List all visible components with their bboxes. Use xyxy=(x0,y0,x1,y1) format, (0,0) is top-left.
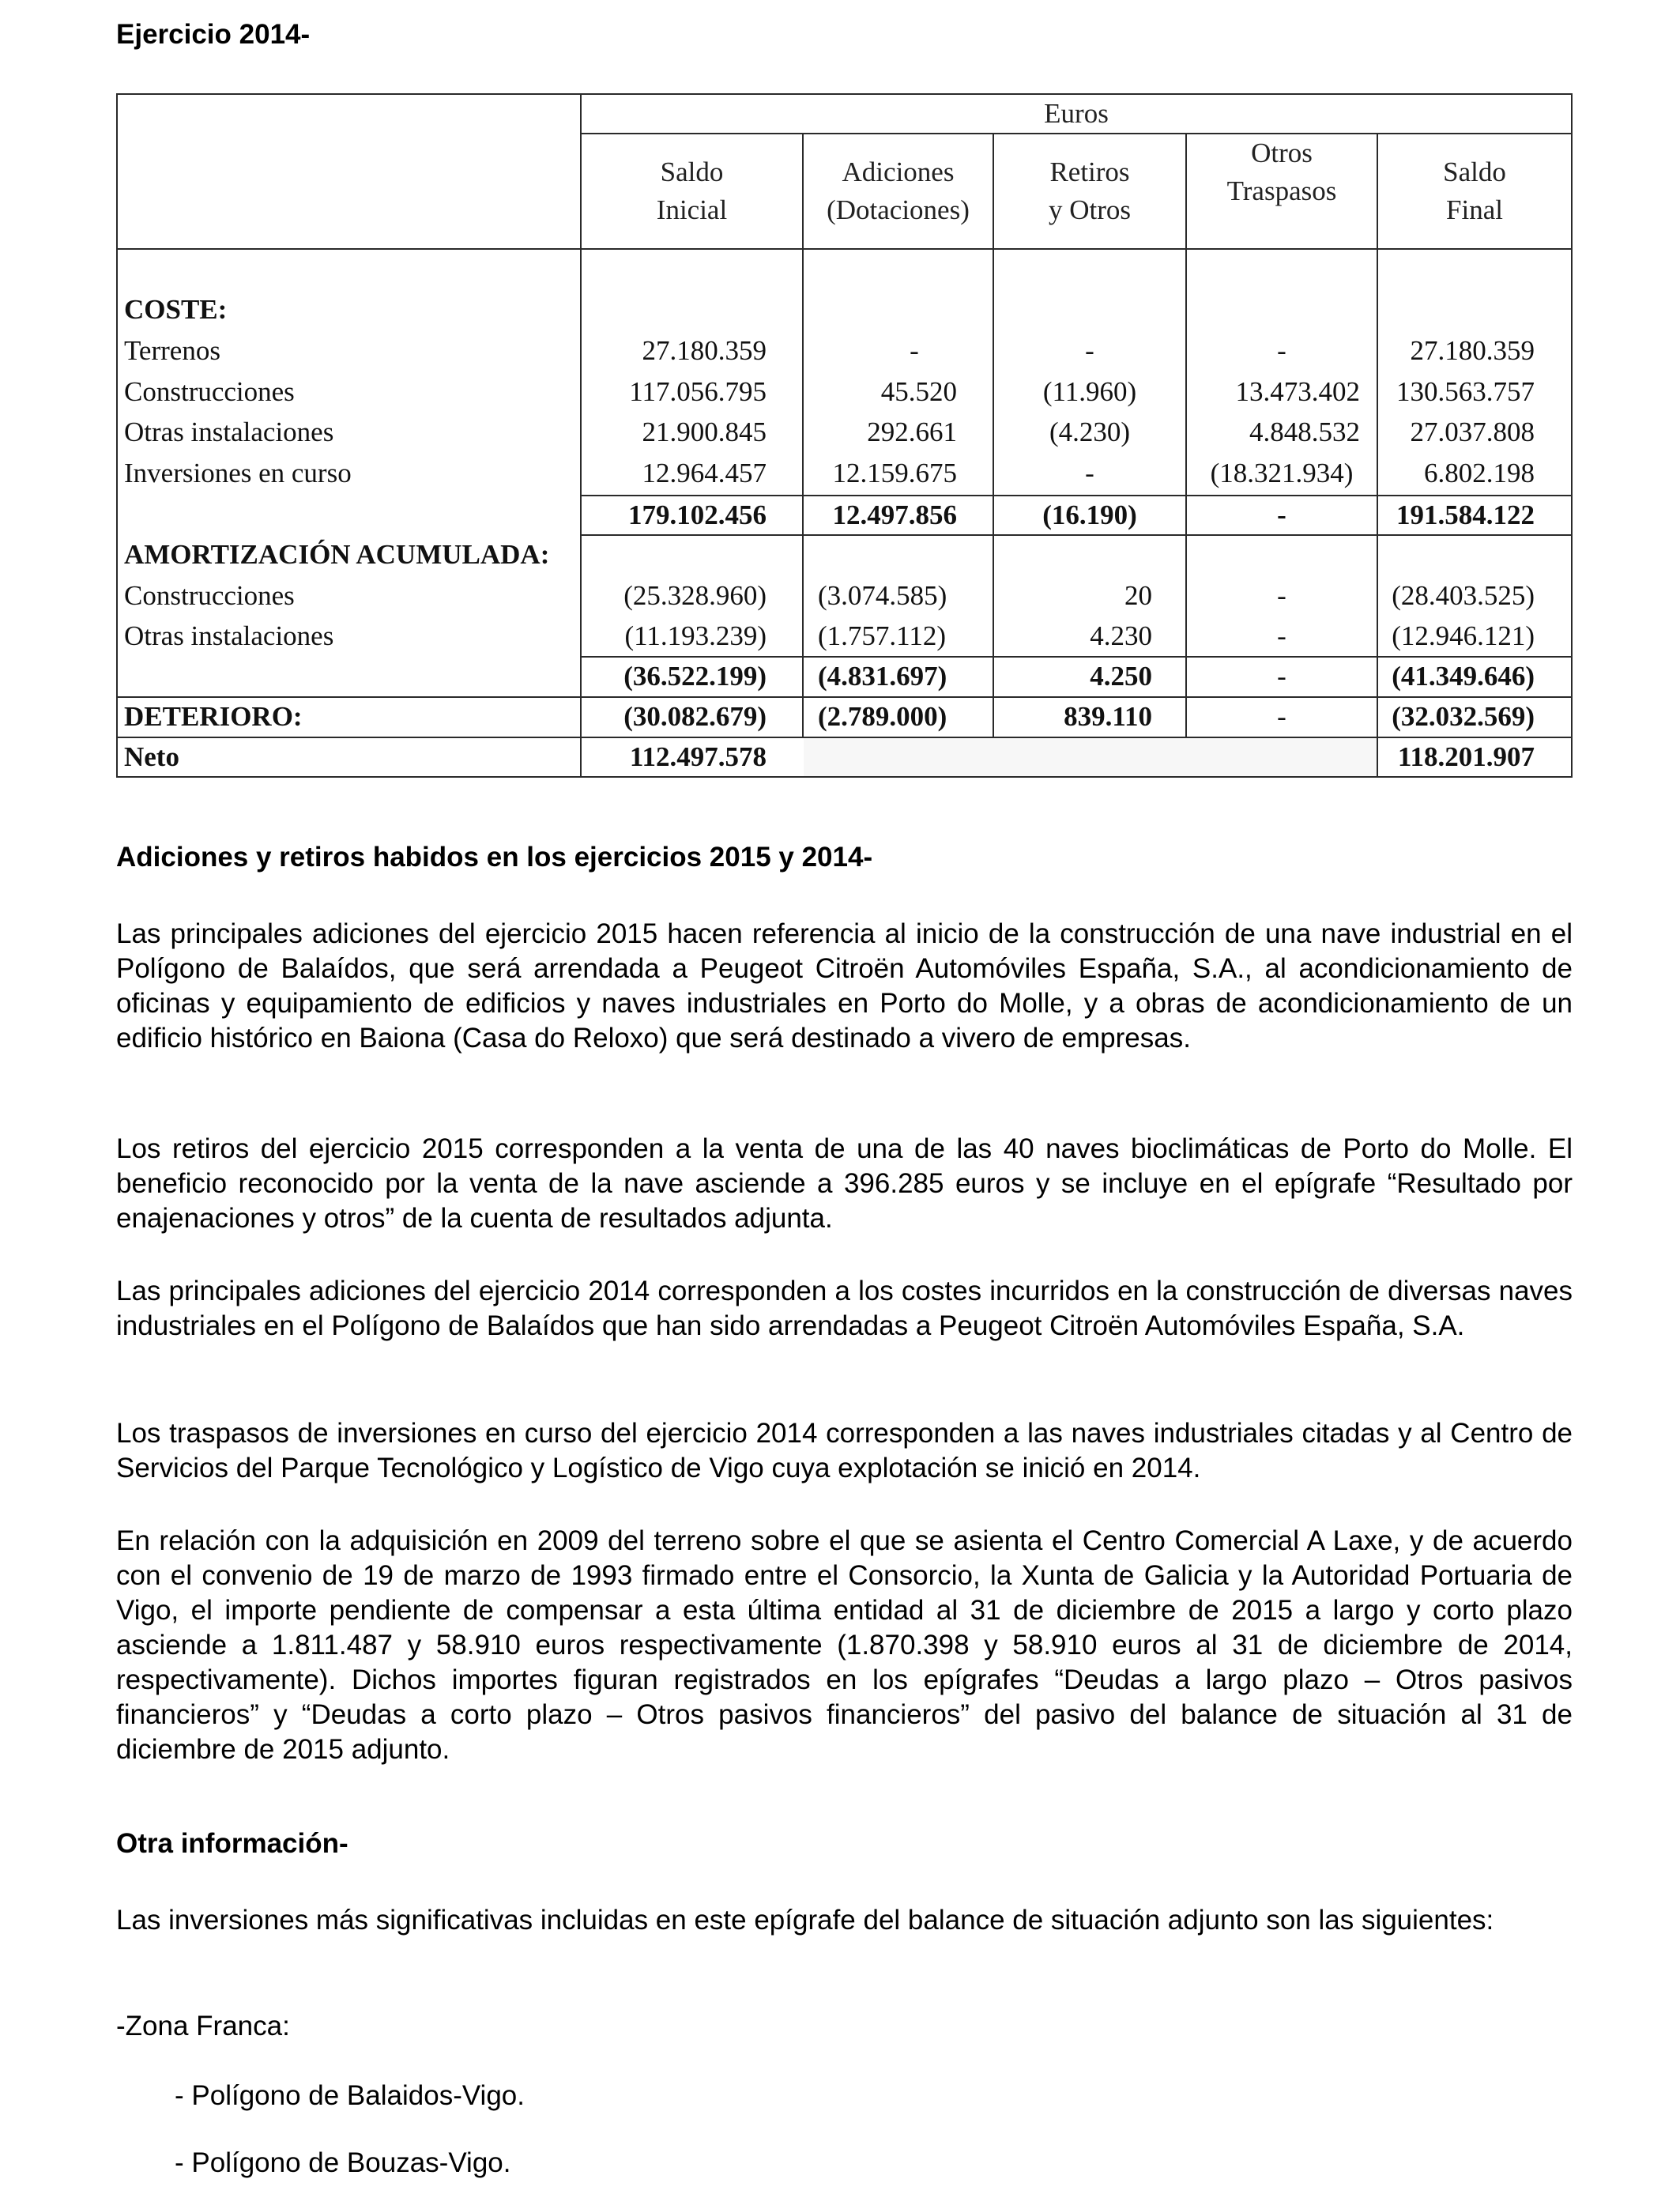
table-cell: (4.230) xyxy=(1049,417,1131,447)
coste-total-cell: 12.497.856 xyxy=(832,499,957,530)
paragraph: Los retiros del ejercicio 2015 corresponden a la venta de una de las 40 naves bioclimáticas de Porto do Molle. El beneficio reconocido por la venta de la nave asciende a 396.285 euros y se incluye en el epígrafe “Resultado por enajenaciones y otros” de la cuenta de resultados adjunta. xyxy=(116,1133,1573,1234)
col-header-adiciones: Adiciones (Dotaciones) xyxy=(827,156,970,225)
fixed-assets-table xyxy=(116,93,1573,778)
paragraph: Las principales adiciones del ejercicio 2014 corresponden a los costes incurridos en la construcción de diversas naves industriales en el Polígono de Balaídos que han sido arrendadas a Peugeot Citroën Automóviles España, S.A. xyxy=(116,1276,1573,1341)
table-cell: (3.074.585) xyxy=(818,580,947,611)
table-cell: 6.802.198 xyxy=(1424,458,1535,488)
neto-cell: 112.497.578 xyxy=(629,741,767,772)
amortizacion-total-cell: (36.522.199) xyxy=(623,661,767,692)
section-title-adiciones: Adiciones y retiros habidos en los ejercicios 2015 y 2014- xyxy=(116,842,873,873)
coste-total-cell: 191.584.122 xyxy=(1396,499,1535,530)
table-cell: 27.180.359 xyxy=(1410,335,1535,366)
table-cell: - xyxy=(910,335,919,366)
section-title-otra-informacion: Otra información- xyxy=(116,1828,348,1859)
row-label: Construcciones xyxy=(124,376,295,407)
neto-cell: 118.201.907 xyxy=(1397,741,1535,772)
table-cell: 20 xyxy=(1124,580,1152,611)
table-cell: (28.403.525) xyxy=(1392,580,1535,611)
table-cell: - xyxy=(1085,458,1094,488)
table-cell: 27.180.359 xyxy=(642,335,767,366)
section-amortizacion: AMORTIZACIÓN ACUMULADA: xyxy=(124,539,550,570)
deterioro-cell: (32.032.569) xyxy=(1392,701,1535,732)
table-cell: 4.230 xyxy=(1090,620,1152,651)
amortizacion-total-cell: (41.349.646) xyxy=(1392,661,1535,692)
col-header-saldo-final: Saldo Final xyxy=(1443,156,1506,225)
section-deterioro: DETERIORO: xyxy=(124,701,303,732)
table-cell: 117.056.795 xyxy=(629,376,767,407)
deterioro-cell: 839.110 xyxy=(1064,701,1152,732)
euros-header: Euros xyxy=(1044,98,1109,129)
row-label: Inversiones en curso xyxy=(124,458,352,488)
amortizacion-total-cell: - xyxy=(1277,661,1286,692)
table-cell: 13.473.402 xyxy=(1235,376,1360,407)
table-cell: - xyxy=(1277,335,1286,366)
row-label: Otras instalaciones xyxy=(124,620,334,651)
table-cell: 130.563.757 xyxy=(1396,376,1535,407)
col-header-retiros: Retiros y Otros xyxy=(1048,156,1132,225)
zona-franca-label: -Zona Franca: xyxy=(116,2011,290,2041)
page-title: Ejercicio 2014- xyxy=(116,19,311,50)
col-header-traspasos: Otros Traspasos xyxy=(1226,138,1337,206)
table-cell: 21.900.845 xyxy=(642,417,767,447)
amortizacion-total-cell: (4.831.697) xyxy=(818,661,947,692)
coste-total-cell: 179.102.456 xyxy=(628,499,767,530)
table-cell: (11.960) xyxy=(1042,376,1137,407)
paragraph: Las principales adiciones del ejercicio 2015 hacen referencia al inicio de la construcción de una nave industrial en el Polígono de Balaídos, que será arrendada a Peugeot Citroën Automóviles España, S.A., al acondicionamiento de oficinas y equipamiento de edificios y naves industriales en Porto do Molle, y a obras de acondicionamiento de un edificio histórico en Baiona (Casa do Reloxo) que será destinado a vivero de empresas. xyxy=(116,918,1573,1054)
table-cell: 292.661 xyxy=(867,417,957,447)
coste-total-cell: (16.190) xyxy=(1042,499,1137,530)
table-cell: (12.946.121) xyxy=(1392,620,1535,651)
table-cell: - xyxy=(1085,335,1094,366)
paragraph: Las inversiones más significativas incluidas en este epígrafe del balance de situación adjunto son las siguientes: xyxy=(116,1905,1494,1936)
table-cell: 45.520 xyxy=(880,376,957,407)
row-label: Terrenos xyxy=(124,335,220,366)
paragraph: Los traspasos de inversiones en curso del ejercicio 2014 corresponden a las naves industriales citadas y al Centro de Servicios del Parque Tecnológico y Logístico de Vigo cuya explotación se inició en 2014. xyxy=(116,1418,1573,1483)
coste-total-cell: - xyxy=(1277,499,1286,530)
deterioro-cell: (30.082.679) xyxy=(623,701,767,732)
list-item: - Polígono de Balaidos-Vigo. xyxy=(175,2080,525,2111)
col-header-saldo-inicial: Saldo Inicial xyxy=(656,156,728,225)
row-label: Construcciones xyxy=(124,580,295,611)
table-cell: 4.848.532 xyxy=(1249,417,1360,447)
list-item: - Polígono de Bouzas-Vigo. xyxy=(175,2147,511,2178)
table-cell: (18.321.934) xyxy=(1210,458,1354,488)
row-label: Otras instalaciones xyxy=(124,417,334,447)
amortizacion-total-cell: 4.250 xyxy=(1090,661,1152,692)
table-cell: 12.159.675 xyxy=(832,458,957,488)
deterioro-cell: - xyxy=(1277,701,1286,732)
paragraph: En relación con la adquisición en 2009 del terreno sobre el que se asienta el Centro Comercial A Laxe, y de acuerdo con el convenio de 19 de marzo de 1993 firmado entre el Consorcio, la Xunta de Galicia y la Autoridad Portuaria de Vigo, el importe pendiente de compensar a esta última entidad al 31 de diciembre de 2015 a largo y corto plazo asciende a 1.811.487 y 58.910 euros respectivamente (1.870.398 y 58.910 euros al 31 de diciembre de 2014, respectivamente). Dichos importes figuran registrados en los epígrafes “Deudas a largo plazo – Otros pasivos financieros” y “Deudas a corto plazo – Otros pasivos financieros” del pasivo del balance de situación al 31 de diciembre de 2015 adjunto. xyxy=(116,1525,1573,1765)
table-cell: - xyxy=(1277,580,1286,611)
section-coste: COSTE: xyxy=(124,294,228,325)
table-cell: 12.964.457 xyxy=(642,458,767,488)
table-cell: - xyxy=(1277,620,1286,651)
table-cell: (1.757.112) xyxy=(818,620,947,651)
deterioro-cell: (2.789.000) xyxy=(818,701,947,732)
table-cell: 27.037.808 xyxy=(1410,417,1535,447)
table-cell: (11.193.239) xyxy=(624,620,767,651)
section-neto: Neto xyxy=(124,741,179,772)
table-cell: (25.328.960) xyxy=(623,580,767,611)
